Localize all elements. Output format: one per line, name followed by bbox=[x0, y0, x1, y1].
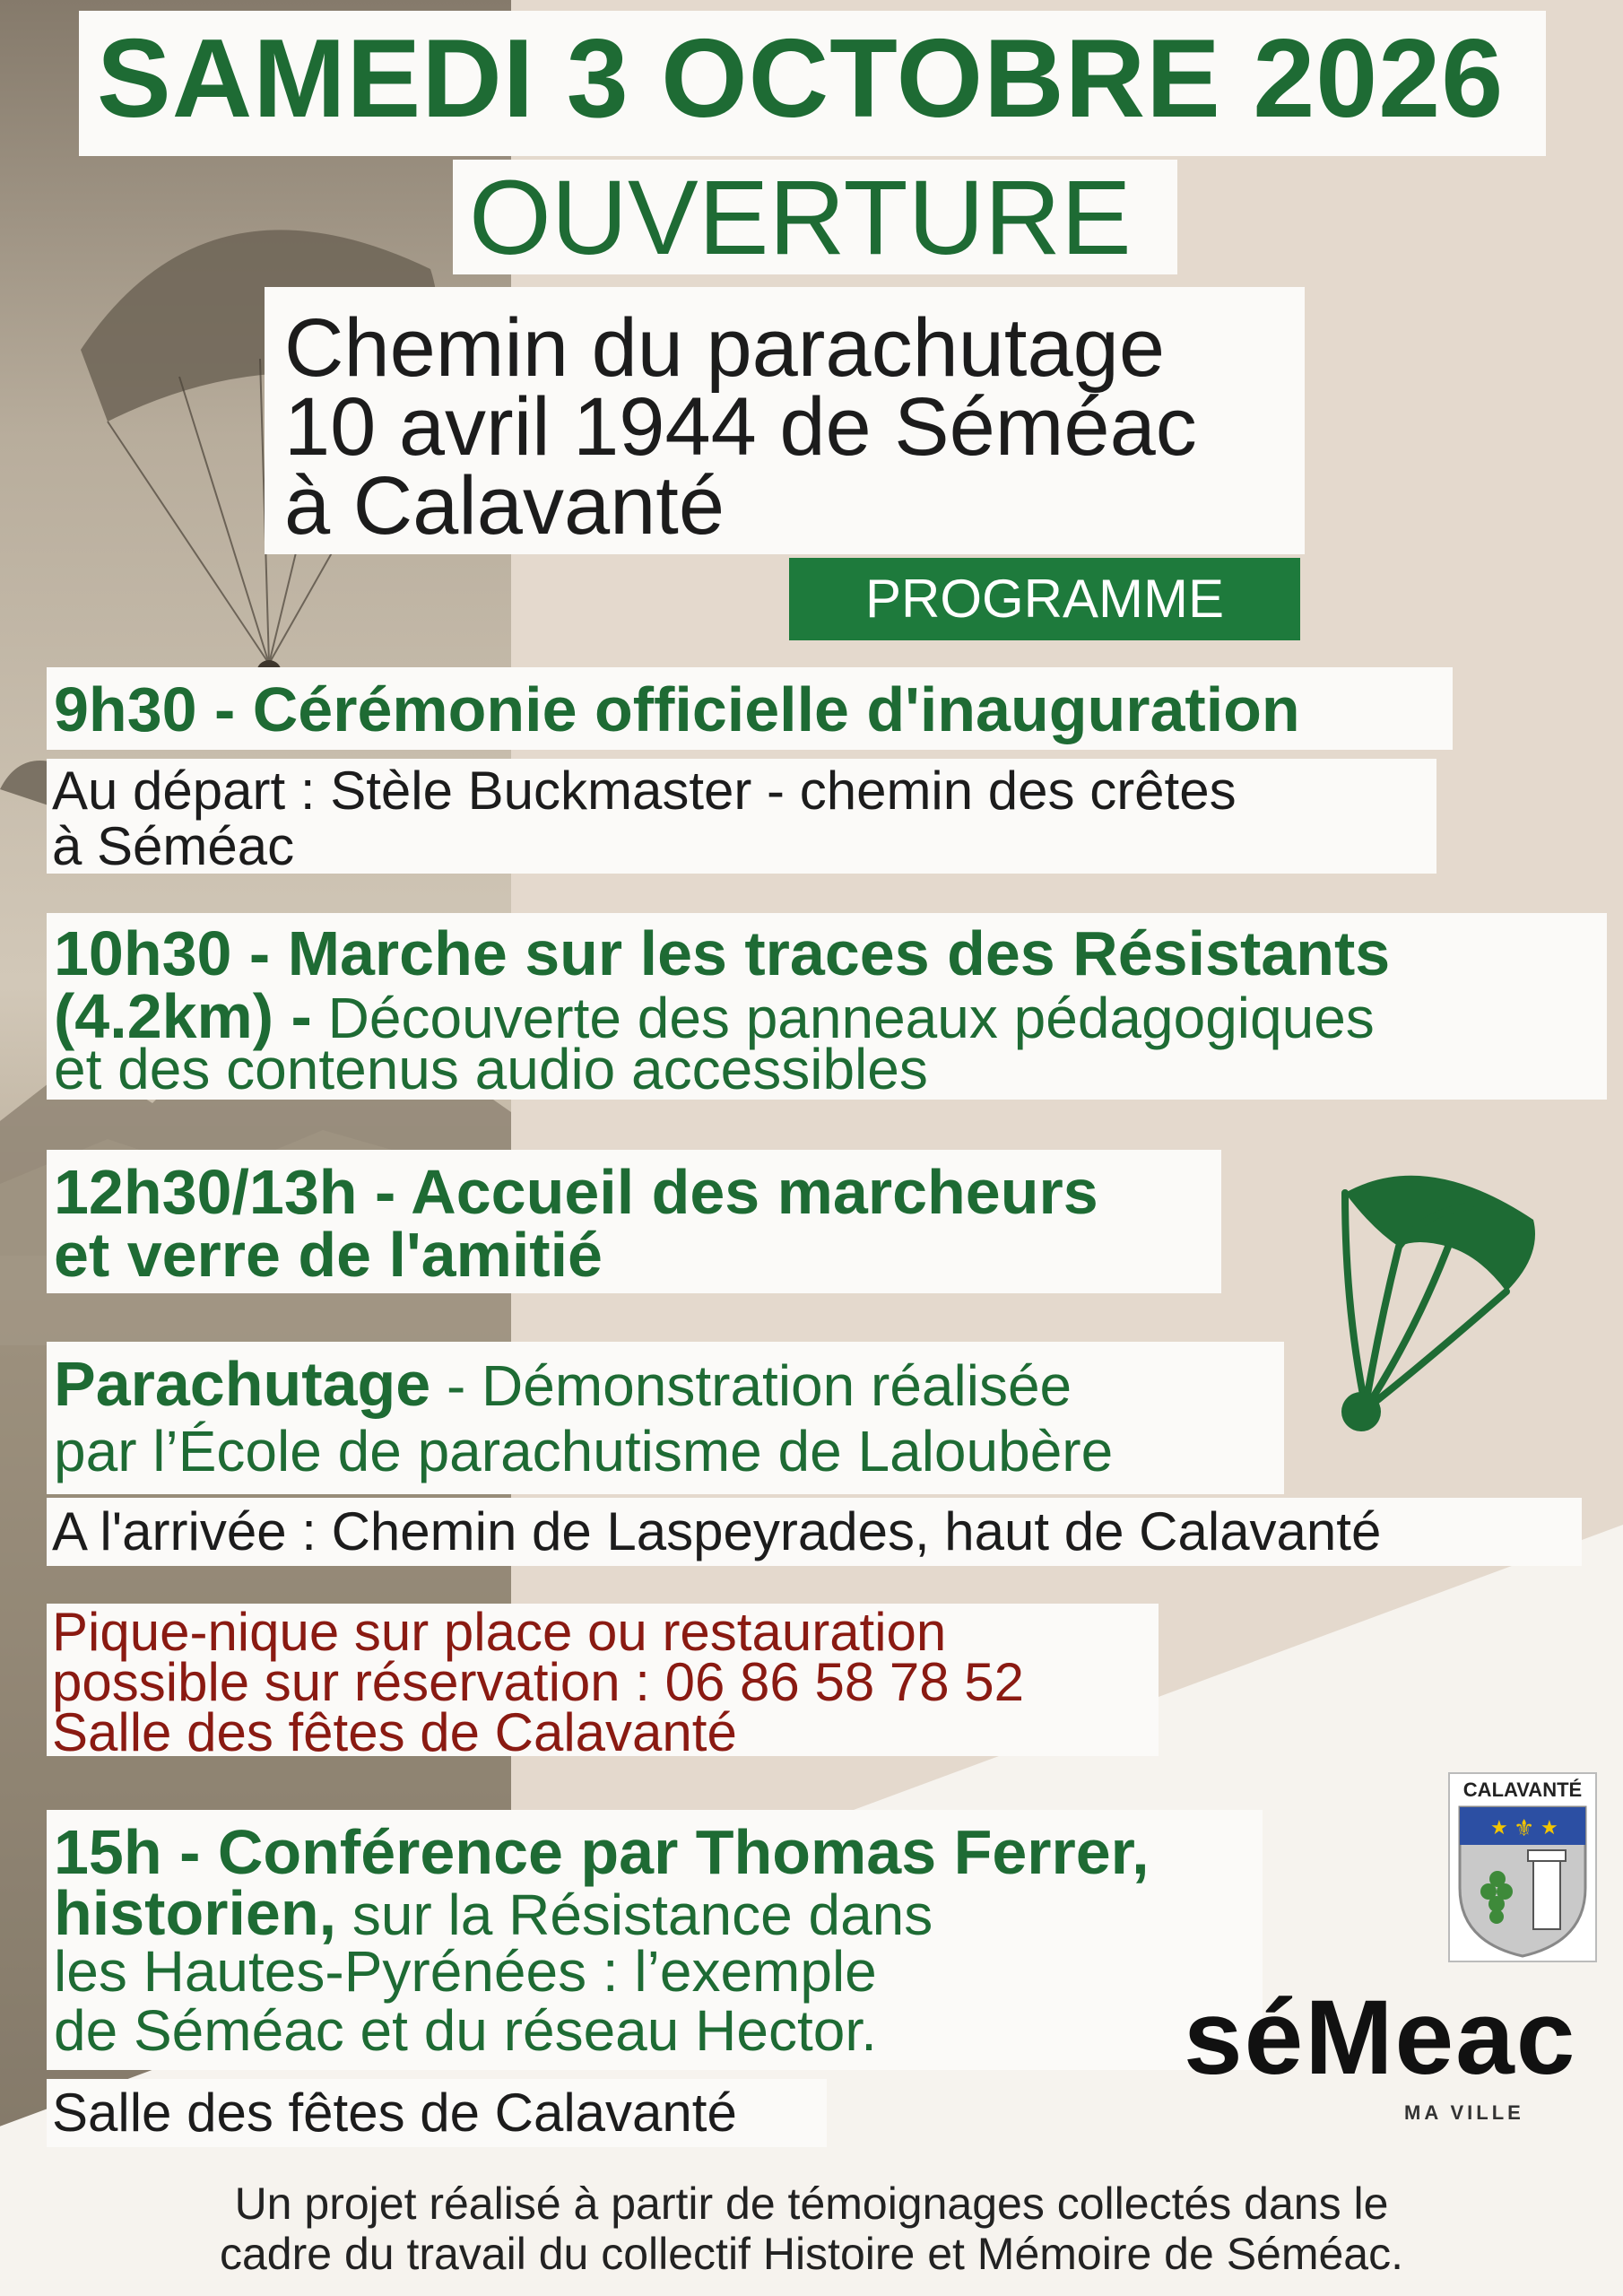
date-title: SAMEDI 3 OCTOBRE 2026 bbox=[97, 17, 1505, 141]
path-title-line-2: 10 avril 1944 de Séméac bbox=[284, 381, 1197, 473]
event-1-place-1: Au départ : Stèle Buckmaster - chemin des crêtes bbox=[52, 761, 1237, 821]
event-6-title-1: 15h - Conférence par Thomas Ferrer, bbox=[54, 1817, 1150, 1887]
svg-text:★: ★ bbox=[1541, 1817, 1558, 1839]
event-2-desc-2: et des contenus audio accessibles bbox=[54, 1037, 928, 1101]
crest-name: CALAVANTÉ bbox=[1462, 1779, 1583, 1801]
event-2-desc-1: Découverte des panneaux pédagogiques bbox=[311, 986, 1375, 1050]
event-1-place-2: à Séméac bbox=[52, 816, 295, 876]
svg-text:★: ★ bbox=[1490, 1817, 1508, 1839]
event-6-desc-1: sur la Résistance dans bbox=[336, 1883, 933, 1947]
event-1-title: 9h30 - Cérémonie officielle d'inauguration bbox=[54, 674, 1300, 744]
parachute-icon bbox=[1327, 1157, 1551, 1444]
date-banner bbox=[79, 11, 1546, 156]
programme-text: PROGRAMME bbox=[864, 569, 1225, 629]
event-4-title: Parachutage bbox=[54, 1349, 431, 1419]
event-6-desc-3: de Séméac et du réseau Hector. bbox=[54, 1998, 877, 2063]
opening-banner bbox=[453, 159, 1177, 277]
programme-label bbox=[789, 558, 1300, 640]
event-5-line-2: possible sur réservation : 06 86 58 78 52 bbox=[52, 1652, 1025, 1712]
footer-line-1: Un projet réalisé à partir de témoignages collectés dans le bbox=[234, 2179, 1389, 2229]
event-4-desc-2: par l’École de parachutisme de Laloubère bbox=[54, 1419, 1114, 1483]
event-6-title-2: historien, bbox=[54, 1878, 337, 1948]
event-2-title-2: (4.2km) - bbox=[54, 981, 312, 1051]
path-title-box bbox=[265, 287, 1305, 554]
semeac-logo bbox=[1184, 1978, 1605, 2130]
event-2-title-1: 10h30 - Marche sur les traces des Résistants bbox=[54, 918, 1391, 988]
svg-text:⚜: ⚜ bbox=[1514, 1815, 1535, 1842]
path-title-line-1: Chemin du parachutage bbox=[284, 302, 1165, 394]
event-4-place: A l'arrivée : Chemin de Laspeyrades, haut de Calavanté bbox=[52, 1501, 1382, 1561]
logo-subtitle: MA VILLE bbox=[1404, 2101, 1524, 2124]
event-6-desc-2: les Hautes-Pyrénées : l’exemple bbox=[54, 1939, 877, 2004]
logo-text: séMeac bbox=[1184, 1979, 1577, 2097]
event-4-desc-1: - Démonstration réalisée bbox=[430, 1353, 1072, 1418]
event-3-title-2: et verre de l'amitié bbox=[54, 1220, 603, 1290]
event-5-line-3: Salle des fêtes de Calavanté bbox=[52, 1702, 737, 1762]
footer-line-2: cadre du travail du collectif Histoire et Mémoire de Séméac. bbox=[219, 2229, 1404, 2279]
event-5-line-1: Pique-nique sur place ou restauration bbox=[52, 1602, 947, 1662]
path-title-line-3: à Calavanté bbox=[284, 460, 725, 552]
opening-title: OUVERTURE bbox=[469, 159, 1132, 277]
event-6-place: Salle des fêtes de Calavanté bbox=[52, 2083, 737, 2143]
event-3-title-1: 12h30/13h - Accueil des marcheurs bbox=[54, 1157, 1098, 1227]
